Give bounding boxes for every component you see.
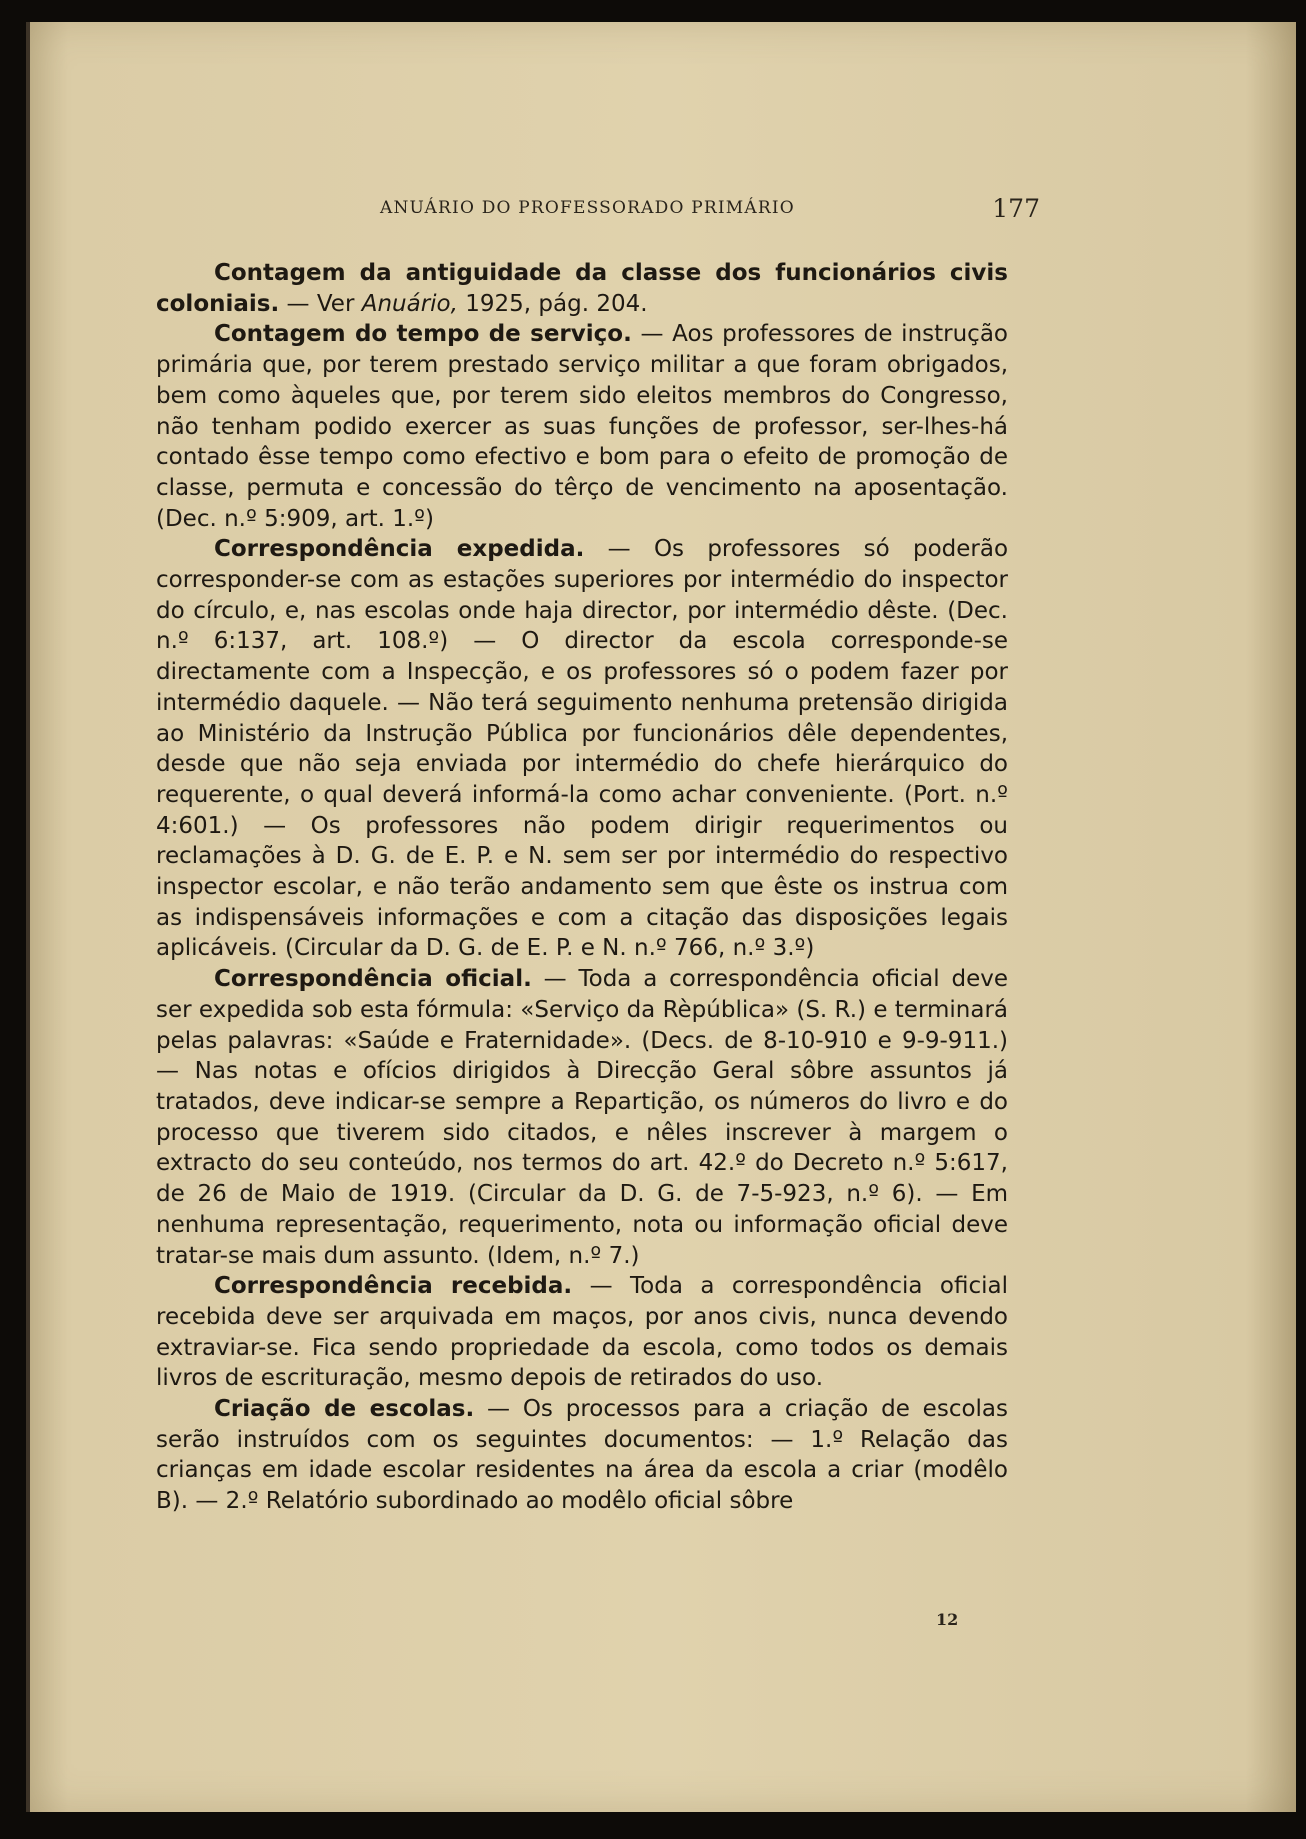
entry-contagem-antiguidade	[156, 258, 1008, 319]
page-body	[156, 258, 1008, 1517]
page-number: 177	[992, 194, 1040, 223]
entry-correspondencia-expedida	[156, 534, 1008, 964]
entry-text: — Toda a correspondência oficial deve ser expedida sob esta fórmula: «Serviço da Rèpública» (S. R.) e terminará pelas palavras: «Saúde e Fraternidade». (Decs. de 8-10-910 e 9-9-911.) — Nas notas e ofícios dirigidos à Direcção Geral sôbre assuntos já tratados, deve indicar-se sempre a Repartição, os números do livro e do processo que tiverem sido citados, e nêles inscrever à margem o extracto do seu conteúdo, nos termos do art. 42.º do Decreto n.º 5:617, de 26 de Maio de 1919. (Circular da D. G. de 7-5-923, n.º 6). — Em nenhuma representação, requerimento, nota ou informação oficial deve tratar-se mais dum assunto. (Idem, n.º 7.)	[156, 966, 1009, 1269]
entry-title: Contagem da antiguidade da classe dos funcionários civis coloniais.	[156, 260, 1008, 317]
entry-text: — Os professores só poderão corresponder-se com as estações superiores por intermédio do inspector do círculo, e, nas escolas onde haja director, por intermédio dêste. (Dec. n.º 6:137, art. 108.º) — O director da escola corresponde-se directamente com a Inspecção, e os professores só o podem fazer por intermédio daquele. — Não terá seguimento nenhuma pretensão dirigida ao Ministério da Instrução Pública por funcionários dêle dependentes, desde que não seja enviada por intermédio do chefe hierárquico do requerente, o qual deverá informá-la como achar conveniente. (Port. n.º 4:601.) — Os professores não podem dirigir requerimentos ou reclamações à D. G. de E. P. e N. sem ser por intermédio do respectivo inspector escolar, e não terão andamento sem que êste os instrua com as indispensáveis informações e com a citação das disposições legais aplicáveis. (Circular da D. G. de E. P. e N. n.º 766, n.º 3.º)	[156, 536, 1009, 962]
entry-correspondencia-recebida	[156, 1271, 1008, 1394]
entry-title: Correspondência expedida.	[214, 536, 585, 563]
page-header	[380, 194, 1040, 224]
entry-text: — Os processos para a criação de escolas serão instruídos com os seguintes documentos: — 1.º Relação das crianças em idade escolar residentes na área da escola a criar (modêlo B). — 2.º Relatório subordinado ao modêlo oficial sôbre	[156, 1396, 1008, 1515]
signature-mark: 12	[936, 1610, 959, 1629]
entry-title: Correspondência recebida.	[214, 1273, 573, 1300]
entry-text: — Toda a correspondência oficial recebida deve ser arquivada em maços, por anos civis, nunca devendo extraviar-se. Fica sendo propriedade da escola, como todos os demais livros de escrituração, mesmo depois de retirados do uso.	[156, 1273, 1008, 1392]
entry-correspondencia-oficial	[156, 964, 1008, 1271]
running-title: ANUÁRIO DO PROFESSORADO PRIMÁRIO	[380, 198, 795, 218]
entry-title: Contagem do tempo de serviço.	[214, 321, 632, 348]
entry-contagem-tempo-servico	[156, 319, 1008, 534]
entry-text: — Ver	[279, 290, 362, 317]
entry-criacao-escolas	[156, 1394, 1008, 1517]
entry-reference: Anuário,	[361, 290, 458, 317]
entry-title: Criação de escolas.	[214, 1396, 475, 1423]
entry-title: Correspondência oficial.	[214, 966, 532, 993]
entry-text: — Aos professores de instrução primária que, por terem prestado serviço militar a que foram obrigados, bem como àqueles que, por terem sido eleitos membros do Congresso, não tenham podido exercer as suas funções de professor, ser-lhes-há contado êsse tempo como efectivo e bom para o efeito de promoção de classe, permuta e concessão do têrço de vencimento na aposentação. (Dec. n.º 5:909, art. 1.º)	[156, 321, 1008, 532]
entry-text: 1925, pág. 204.	[457, 290, 648, 317]
